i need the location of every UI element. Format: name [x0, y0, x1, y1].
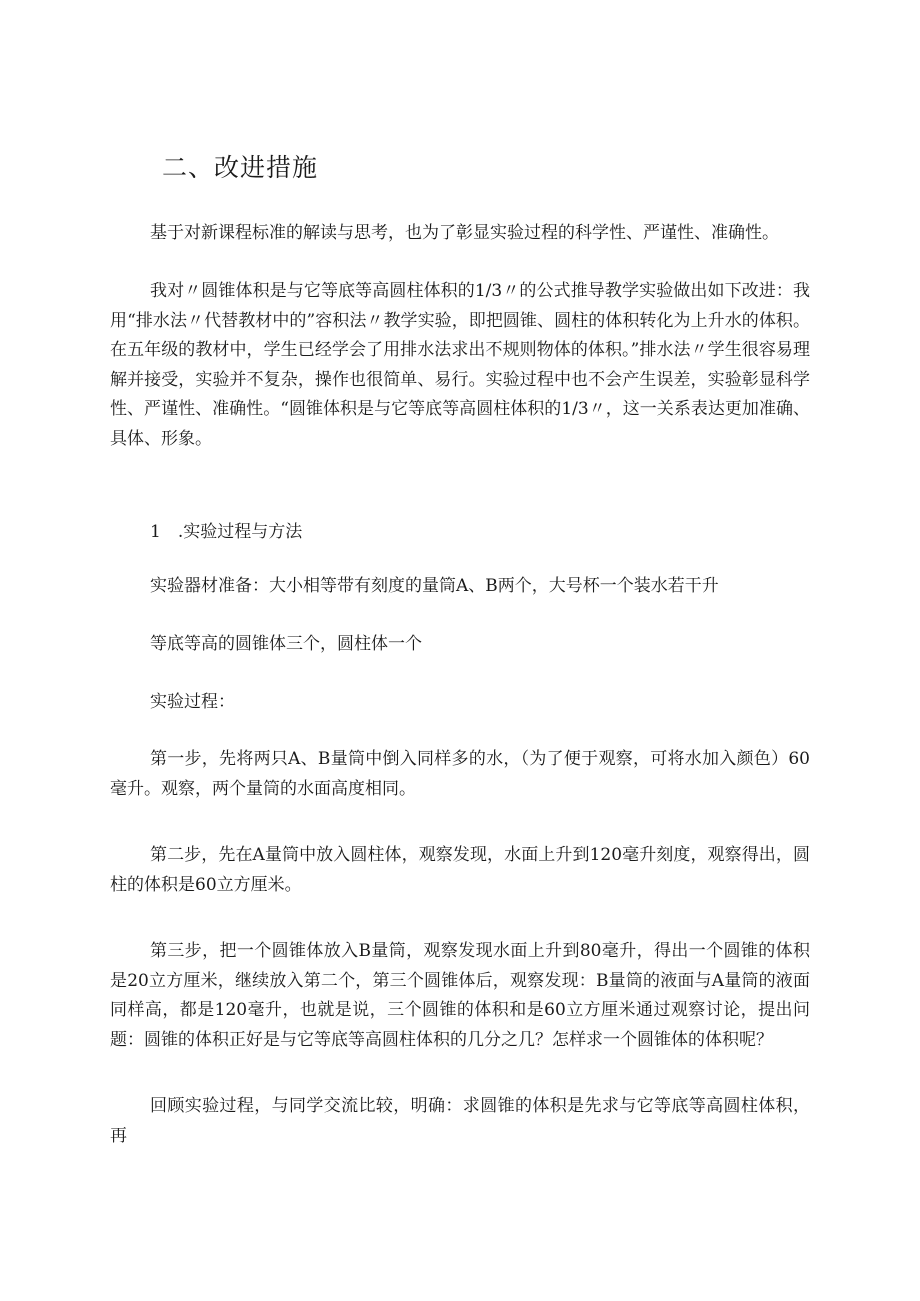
paragraph-equipment: 实验器材准备：大小相等带有刻度的量筒A、B两个，大号杯一个装水若干升: [150, 576, 719, 596]
paragraph-equipment-2: 等底等高的圆锥体三个，圆柱体一个: [150, 634, 422, 654]
paragraph-step-1: 第一步，先将两只A、B量筒中倒入同样多的水，（为了便于观察，可将水加入颜色）60毫升。观察，两个量筒的水面高度相同。: [110, 749, 810, 799]
paragraph-step-2: 第二步，先在A量筒中放入圆柱体，观察发现，水面上升到120毫升刻度，观察得出，圆柱的体积是60立方厘米。: [110, 845, 810, 895]
section-heading: 二、改进措施: [162, 153, 319, 182]
subsection-heading: 1 .实验过程与方法: [150, 522, 303, 542]
paragraph-process-label: 实验过程：: [150, 692, 235, 712]
paragraph-intro: 基于对新课程标准的解读与思考，也为了彰显实验过程的科学性、严谨性、准确性。: [150, 223, 779, 243]
paragraph-review: 回顾实验过程，与同学交流比较，明确：求圆锥的体积是先求与它等底等高圆柱体积，再: [110, 1096, 810, 1146]
paragraph-step-3: 第三步，把一个圆锥体放入B量筒，观察发现水面上升到80毫升，得出一个圆锥的体积是20立方厘米，继续放入第二个，第三个圆锥体后，观察发现：B量筒的液面与A量筒的液面同样高，都是120毫升，也就是说，三个圆锥的体积和是60立方厘米通过观察讨论，提出问题：圆锥的体积正好是与它等底等高圆柱体积的几分之几？怎样求一个圆锥体的体积呢？: [110, 941, 810, 1050]
paragraph-improvement: 我对〃圆锥体积是与它等底等高圆柱体积的1/3〃的公式推导教学实验做出如下改进：我用“排水法〃代替教材中的”容积法〃教学实验，即把圆锥、圆柱的体积转化为上升水的体积。在五年级的教材中，学生已经学会了用排水法求出不规则物体的体积。”排水法〃学生很容易理解并接受，实验并不复杂，操作也很简单、易行。实验过程中也不会产生误差，实验彰显科学性、严谨性、准确性。“圆锥体积是与它等底等高圆柱体积的1/3〃，这一关系表达更加准确、具体、形象。: [110, 281, 810, 449]
